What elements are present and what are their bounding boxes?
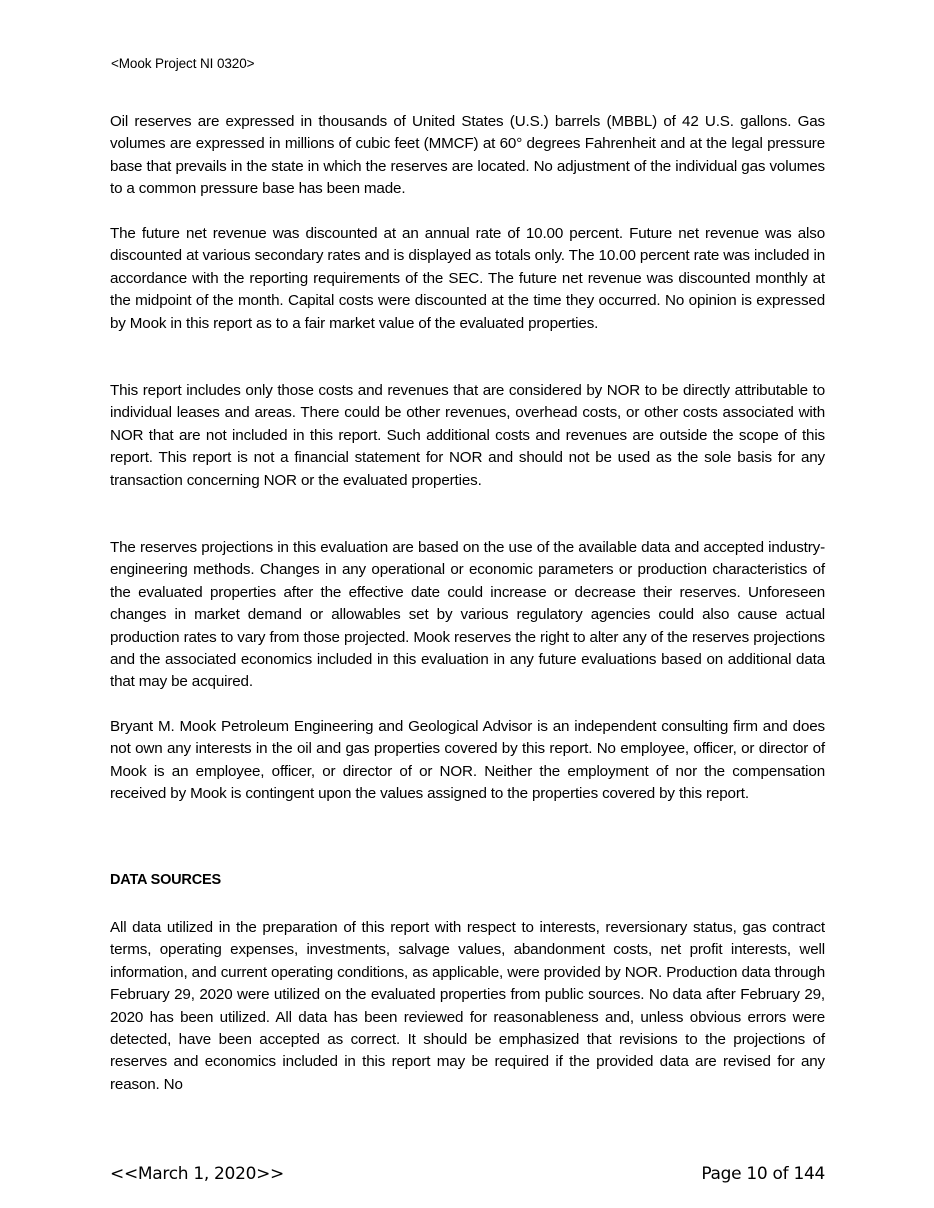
paragraph-data-sources: All data utilized in the preparation of this report with respect to interests, reversionary status, gas contract terms, operating expenses, investments, salvage values, abandonment costs, net profit interests, well information, and current operating conditions, as applicable, were provided by NOR. Production data through February 29, 2020 were utilized on the evaluated properties from public sources. No data after February 29, 2020 has been utilized. All data has been reviewed for reasonableness and, unless obvious errors were detected, have been accepted as correct. It should be emphasized that revisions to the projections of reserves and economics included in this report may be required if the provided data are revised for any reason. No bbox=[110, 919, 825, 1093]
paragraph-discounting: The future net revenue was discounted at an annual rate of 10.00 percent. Future net revenue was also discounted at various secondary rates and is displayed as totals only. The 10.00 percent rate was included in accordance with the reporting requirements of the SEC. The future net revenue was discounted monthly at the midpoint of the month. Capital costs were discounted at the time they occurred. No opinion is expressed by Mook in this report as to a fair market value of the evaluated properties. bbox=[110, 225, 825, 332]
footer-page-number: Page 10 of 144 bbox=[701, 1164, 825, 1184]
paragraph-units: Oil reserves are expressed in thousands of United States (U.S.) barrels (MBBL) of 42 U.S. gallons. Gas volumes are expressed in millions of cubic feet (MMCF) at 60° degrees Fahrenheit and at the legal pressure base that prevails in the state in which the reserves are located. No adjustment of the individual gas volumes to a common pressure base has been made. bbox=[110, 113, 825, 198]
footer-date: <<March 1, 2020>> bbox=[110, 1164, 284, 1184]
paragraph-independence: Bryant M. Mook Petroleum Engineering and Geological Advisor is an independent consulting firm and does not own any interests in the oil and gas properties covered by this report. No employee, officer, or director of Mook is an employee, officer, or director of or NOR. Neither the employment of nor the compensation received by Mook is contingent upon the values assigned to the properties covered by this report. bbox=[110, 718, 825, 803]
document-header: <Mook Project NI 0320> bbox=[111, 56, 255, 71]
paragraph-reserves-projections: The reserves projections in this evaluation are based on the use of the available data and accepted industry-engineering methods. Changes in any operational or economic parameters or production characteristics of the evaluated properties after the effective date could increase or decrease their reserves. Unforeseen changes in market demand or allowables set by various regulatory agencies could also cause actual production rates to vary from those projected. Mook reserves the right to alter any of the reserves projections and the associated economics included in this evaluation in any future evaluations based on additional data that may be acquired. bbox=[110, 539, 825, 691]
paragraph-costs-revenues: This report includes only those costs and revenues that are considered by NOR to be directly attributable to individual leases and areas. There could be other revenues, overhead costs, or other costs associated with NOR that are not included in this report. Such additional costs and revenues are outside the scope of this report. This report is not a financial statement for NOR and should not be used as the sole basis for any transaction concerning NOR or the evaluated properties. bbox=[110, 382, 825, 489]
section-heading-data-sources: DATA SOURCES bbox=[110, 872, 221, 888]
